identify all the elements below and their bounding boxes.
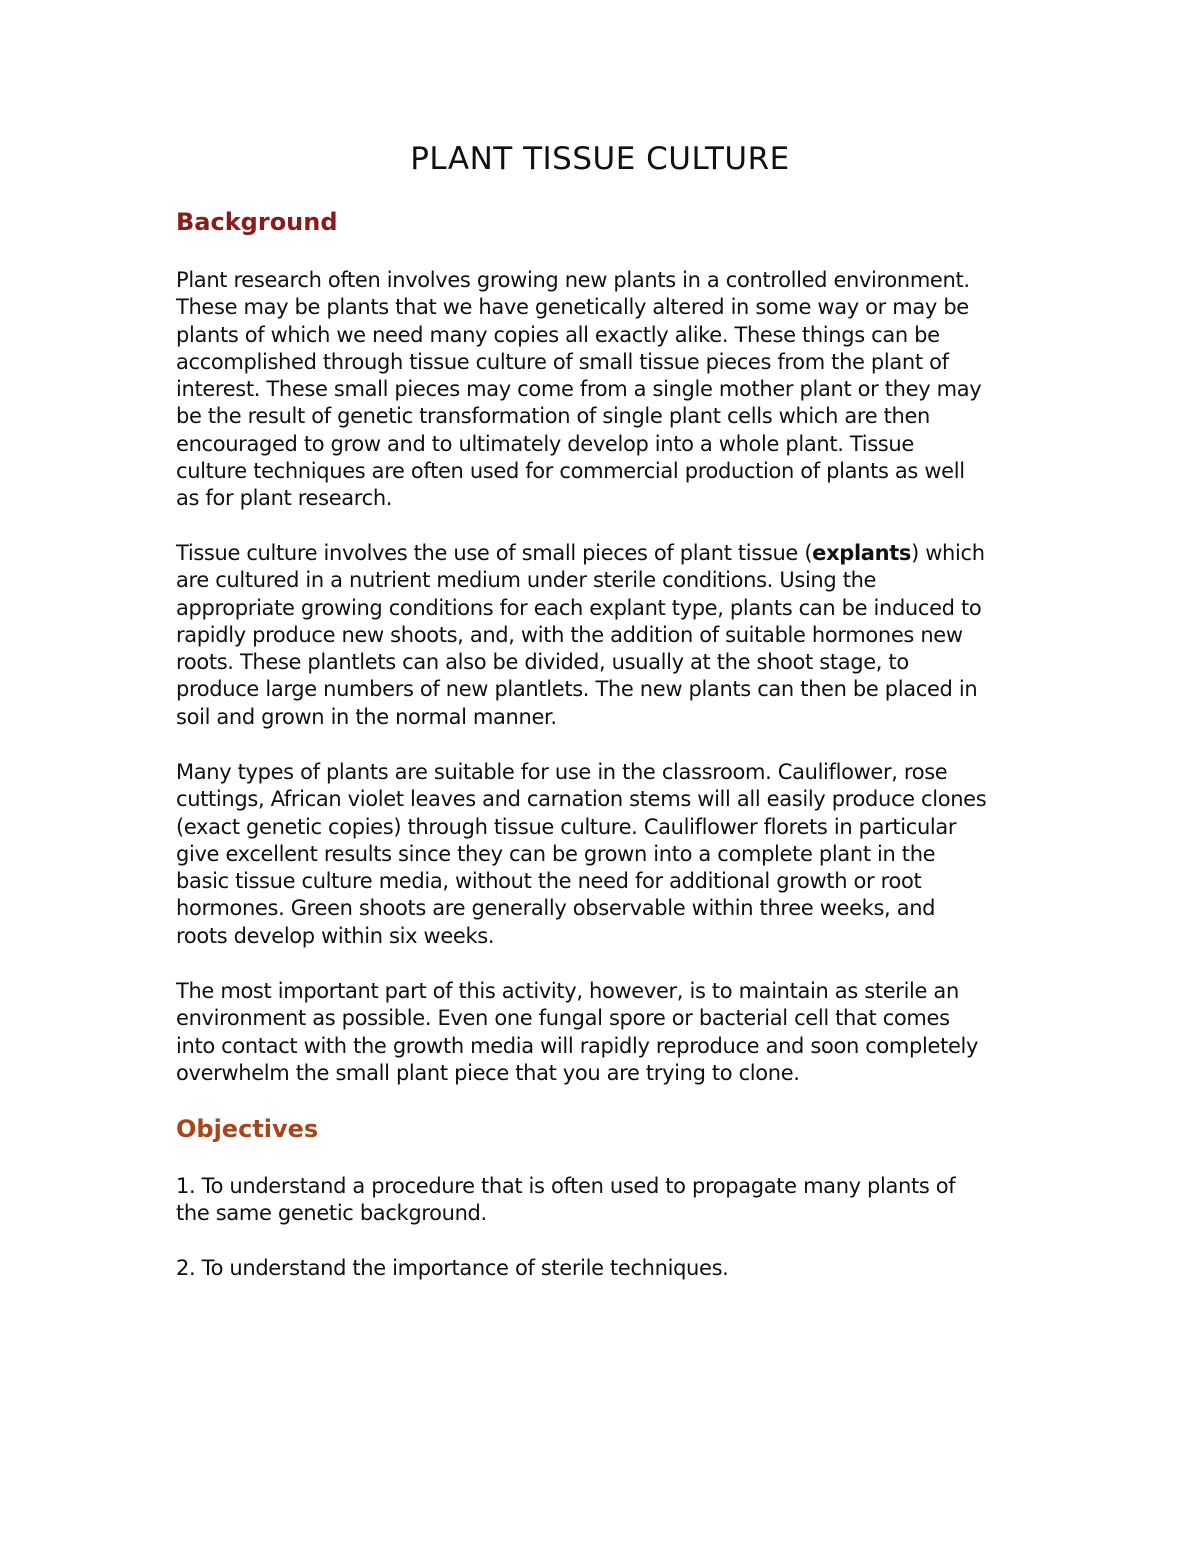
objective-item-2 [176,1255,1036,1282]
text-line: (exact genetic copies) through tissue culture. Cauliflower florets in particular [176,814,957,839]
text-segment: Tissue culture involves the use of small pieces of plant tissue ( [176,541,813,565]
text-line: 1. To understand a procedure that is often used to propagate many plants of [176,1174,956,1198]
text-line: soil and grown in the normal manner. [176,704,557,729]
text-line: environment as possible. Even one fungal spore or bacterial cell that comes [176,1006,950,1031]
text-line: produce large numbers of new plantlets. The new plants can then be placed in [176,677,978,702]
text-line: basic tissue culture media, without the need for additional growth or root [176,869,922,894]
text-line: The most important part of this activity, however, is to maintain as sterile an [176,979,959,1003]
text-line: culture techniques are often used for commercial production of plants as well [176,459,965,484]
background-paragraph-4 [176,978,1036,1087]
background-paragraph-3 [176,759,1036,950]
text-line: rapidly produce new shoots, and, with the addition of suitable hormones new [176,622,963,647]
text-line: plants of which we need many copies all exactly alike. These things can be [176,322,940,347]
text-line: These may be plants that we have genetically altered in some way or may be [176,295,969,320]
text-line: be the result of genetic transformation of single plant cells which are then [176,404,930,429]
text-line: into contact with the growth media will rapidly reproduce and soon completely [176,1033,979,1058]
explants-term: explants [812,541,912,565]
text-line: hormones. Green shoots are generally observable within three weeks, and [176,896,936,921]
text-line: Many types of plants are suitable for use in the classroom. Cauliflower, rose [176,760,948,784]
text-line: roots. These plantlets can also be divided, usually at the shoot stage, to [176,650,909,675]
text-line: overwhelm the small plant piece that you are trying to clone. [176,1060,800,1085]
text-line [176,540,1036,567]
objective-item-1 [176,1173,1036,1228]
text-line: are cultured in a nutrient medium under sterile conditions. Using the [176,568,877,593]
text-line: cuttings, African violet leaves and carnation stems will all easily produce clones [176,787,987,812]
text-line: interest. These small pieces may come from a single mother plant or they may [176,377,982,402]
text-line: Plant research often involves growing new plants in a controlled environment. [176,268,970,292]
text-line: give excellent results since they can be grown into a complete plant in the [176,841,936,866]
text-line: roots develop within six weeks. [176,923,495,948]
text-line: appropriate growing conditions for each explant type, plants can be induced to [176,595,982,620]
text-line: as for plant research. [176,486,393,511]
background-heading: Background [176,208,338,236]
objectives-heading: Objectives [176,1115,319,1143]
text-line: 2. To understand the importance of sterile techniques. [176,1256,729,1280]
background-paragraph-2 [176,540,1036,731]
text-segment: ) which [911,541,985,565]
text-line: accomplished through tissue culture of small tissue pieces from the plant of [176,349,949,374]
text-line: encouraged to grow and to ultimately develop into a whole plant. Tissue [176,431,914,456]
document-title: PLANT TISSUE CULTURE [410,141,790,177]
background-paragraph-1 [176,267,1036,513]
text-line: the same genetic background. [176,1201,487,1226]
